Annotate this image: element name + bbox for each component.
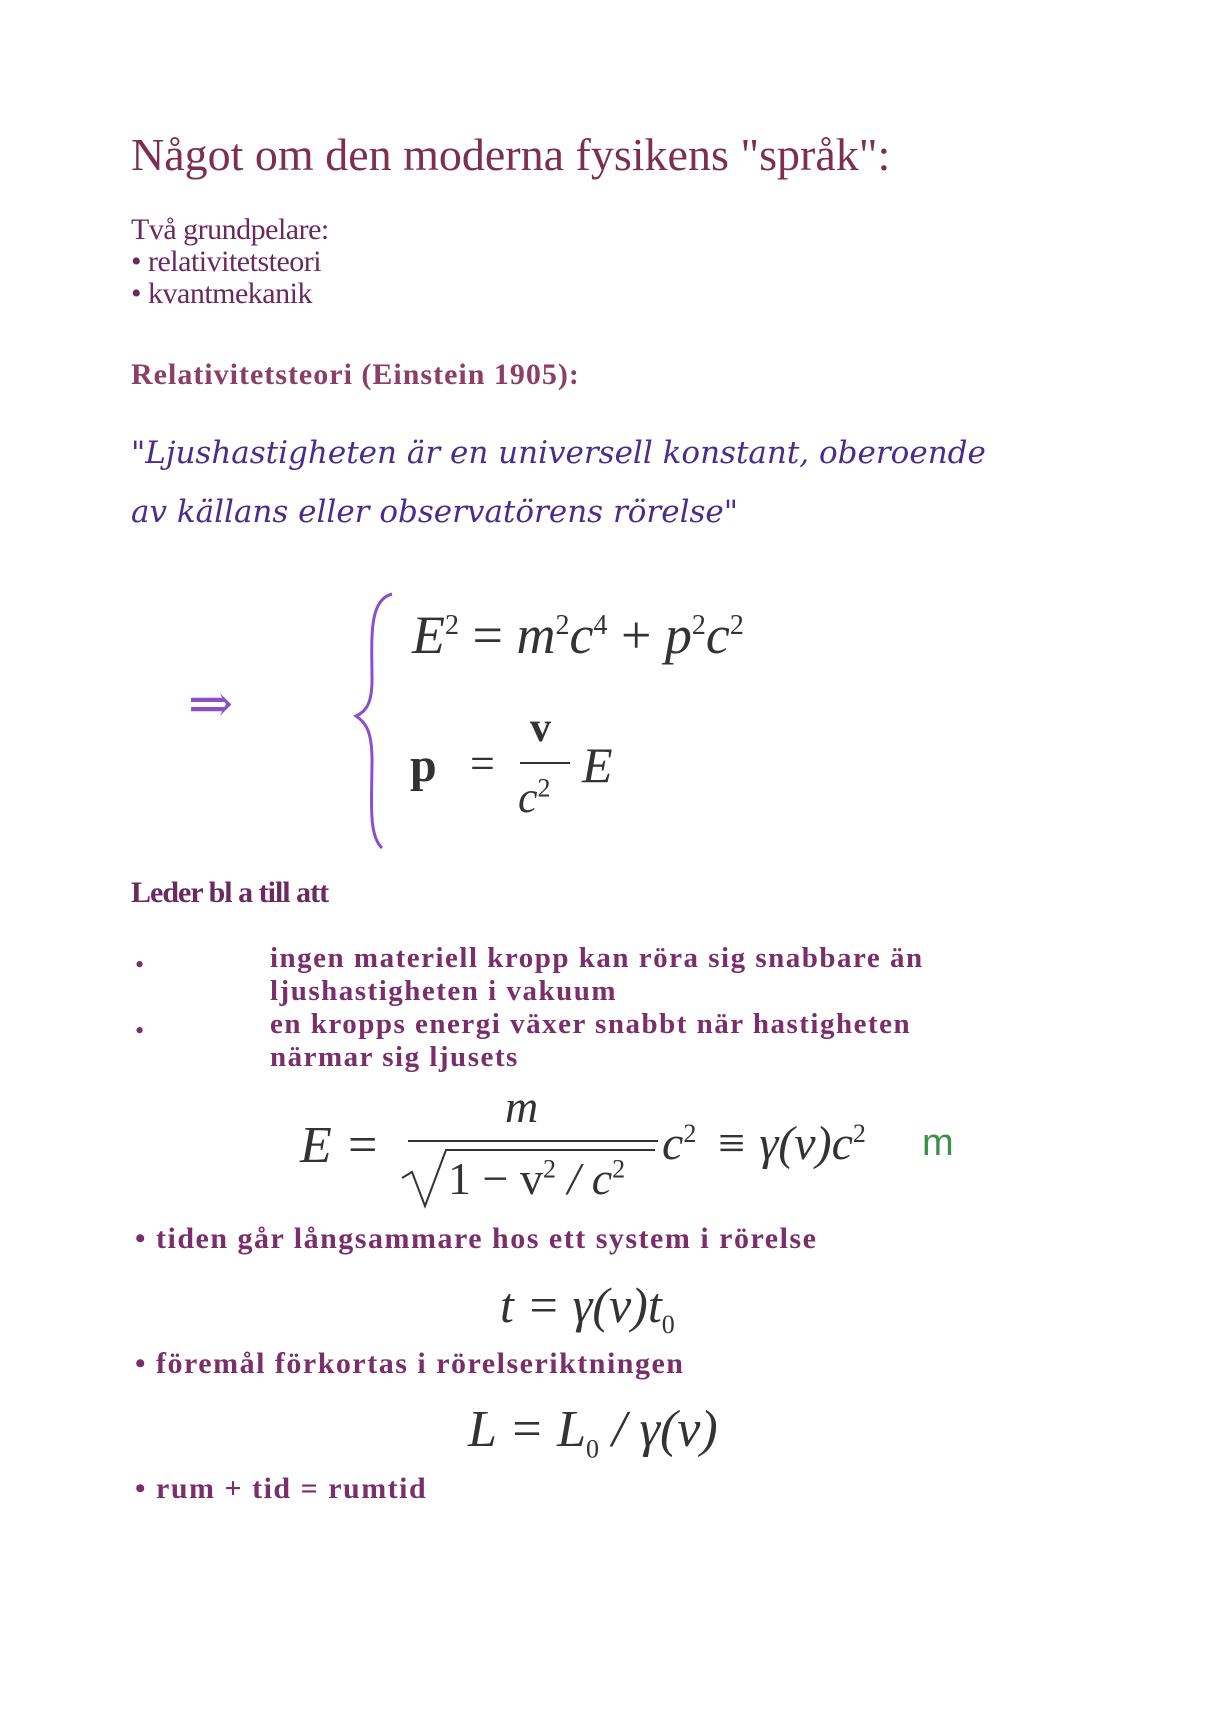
bullet-2-line-2: närmar sig ljusets	[270, 1041, 519, 1073]
momentum-lhs: p	[410, 739, 437, 792]
implies-arrow-icon: ⇒	[188, 674, 234, 734]
pillar-item-relativity: • relativitetsteori	[131, 245, 322, 278]
energy-momentum-equation: $E^2 = m^2c^4 + p^2c^2$	[412, 605, 744, 665]
time-dilation-bullet: • tiden går långsammare hos ett system i rörelse	[135, 1222, 818, 1255]
handwritten-mass-note: m	[922, 1122, 954, 1164]
momentum-numerator: v	[530, 705, 551, 751]
bullet-1-line-1: ingen materiell kropp kan röra sig snabbare än	[270, 942, 924, 974]
length-contraction-bullet: • föremål förkortas i rörelseriktningen	[135, 1347, 685, 1380]
bullet-dot: •	[135, 950, 145, 979]
spacetime-bullet: • rum + tid = rumtid	[135, 1472, 428, 1505]
bullet-2-line-1: en kropps energi växer snabbt när hastigheten	[270, 1008, 912, 1040]
length-contraction-equation: $L = L_0 / \gamma(v)$	[468, 1401, 718, 1464]
energy-equation-lhs: E =	[300, 1117, 380, 1174]
consequences-heading: Leder bl a till att	[131, 876, 329, 909]
bullet-1-line-2: ljushastigheten i vakuum	[270, 975, 618, 1007]
momentum-equals: =	[470, 739, 495, 788]
energy-equation-gamma: ≡ $\gamma(v)c^2$	[715, 1117, 866, 1170]
fraction-bar	[408, 1140, 658, 1142]
quote-line-2: av källans eller observatörens rörelse"	[131, 494, 739, 530]
energy-equation-denominator: $1 - v^2 / c^2$	[448, 1153, 626, 1204]
fraction-bar	[520, 762, 570, 764]
relativity-heading: Relativitetsteori (Einstein 1905):	[131, 358, 580, 391]
energy-equation-c-squared: $c^2$	[662, 1117, 697, 1170]
time-dilation-equation: $t = \gamma(v)t_0$	[500, 1277, 675, 1339]
momentum-denominator: $c^2$	[518, 773, 551, 822]
quote-line-1: "Ljushastigheten är en universell konstant, oberoende	[131, 435, 986, 471]
energy-equation-numerator: m	[505, 1081, 539, 1132]
page-title: Något om den moderna fysikens "språk":	[131, 129, 891, 180]
momentum-energy-term: E	[582, 737, 613, 793]
pillars-heading: Två grundpelare:	[131, 213, 329, 246]
bullet-dot: •	[135, 1016, 145, 1045]
pillar-item-quantum: • kvantmekanik	[131, 277, 312, 310]
